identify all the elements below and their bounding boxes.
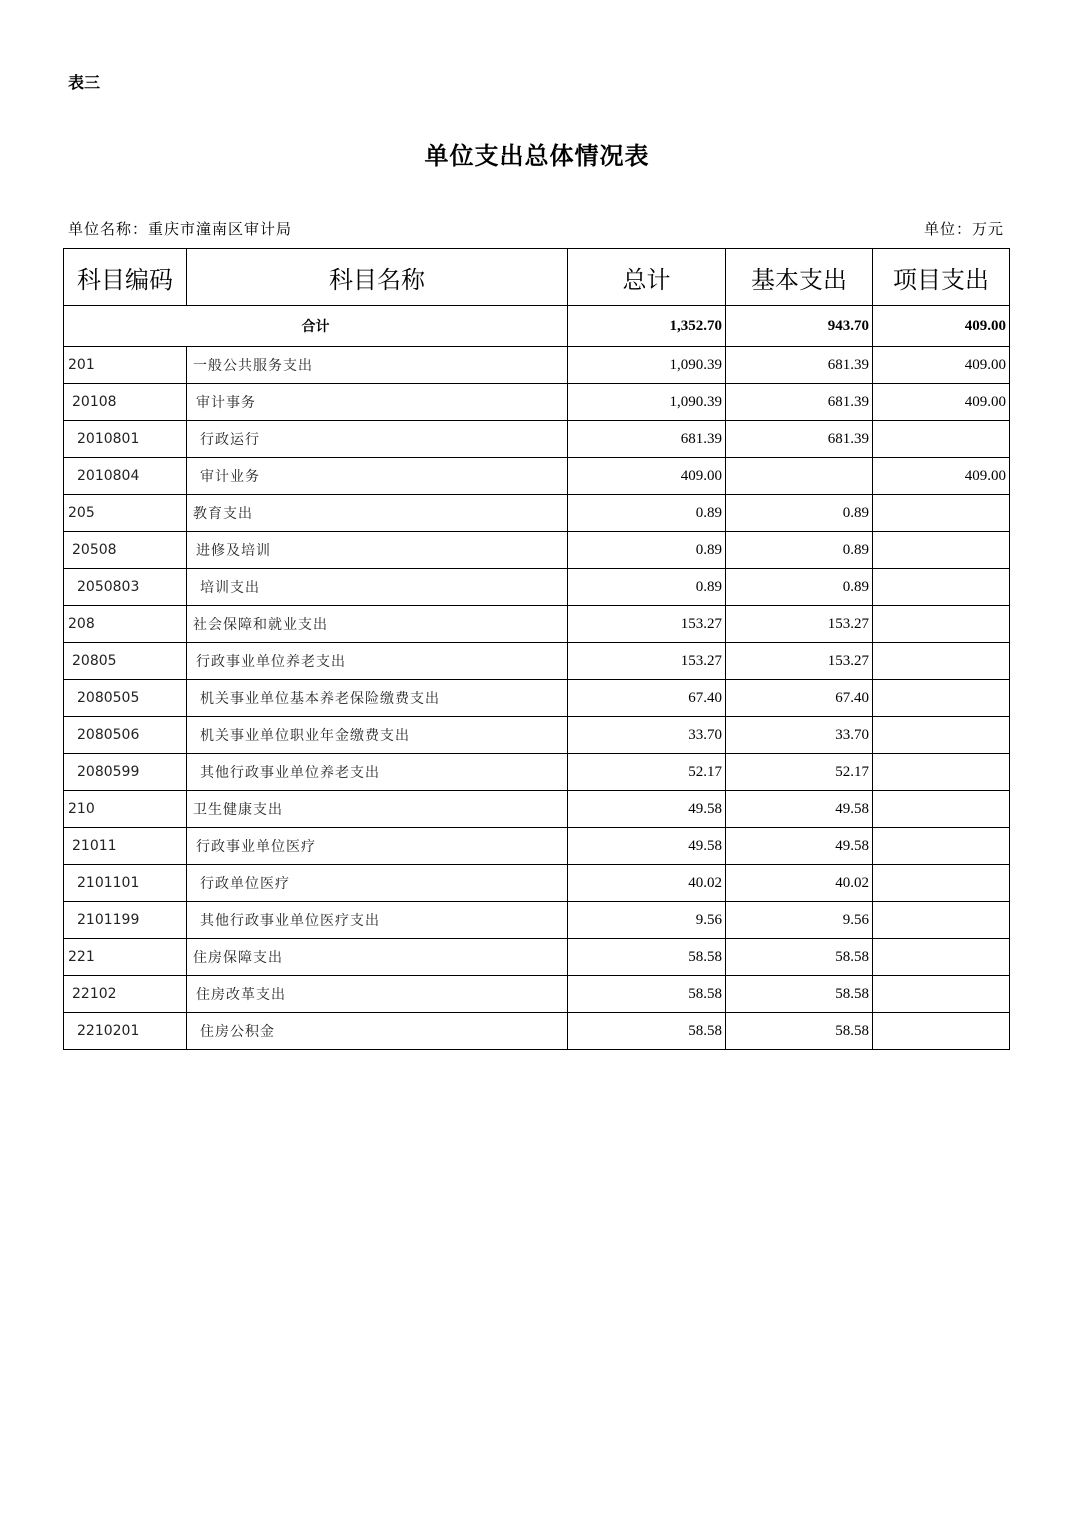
- row-project: 409.00: [873, 384, 1010, 421]
- table-number: 表三: [68, 73, 101, 92]
- row-code: 2101199: [64, 902, 187, 939]
- row-basic: 58.58: [726, 1013, 873, 1050]
- row-basic: 9.56: [726, 902, 873, 939]
- table-row: [64, 569, 1010, 606]
- row-project: [873, 680, 1010, 717]
- row-name: 培训支出: [187, 569, 568, 606]
- row-name: 行政单位医疗: [187, 865, 568, 902]
- row-code: 210: [64, 791, 187, 828]
- row-total: 9.56: [568, 902, 726, 939]
- row-code: 2210201: [64, 1013, 187, 1050]
- row-total: 0.89: [568, 495, 726, 532]
- row-code: 22102: [64, 976, 187, 1013]
- row-name: 进修及培训: [187, 532, 568, 569]
- table-row: [64, 606, 1010, 643]
- row-basic: 681.39: [726, 347, 873, 384]
- row-total: 681.39: [568, 421, 726, 458]
- row-code: 2050803: [64, 569, 187, 606]
- row-name: 机关事业单位基本养老保险缴费支出: [187, 680, 568, 717]
- row-name: 卫生健康支出: [187, 791, 568, 828]
- row-name: 行政运行: [187, 421, 568, 458]
- row-total: 40.02: [568, 865, 726, 902]
- table-row: [64, 458, 1010, 495]
- row-project: 409.00: [873, 347, 1010, 384]
- row-name: 其他行政事业单位养老支出: [187, 754, 568, 791]
- row-total: 153.27: [568, 643, 726, 680]
- row-total: 58.58: [568, 976, 726, 1013]
- row-project: [873, 1013, 1010, 1050]
- row-total: 409.00: [568, 458, 726, 495]
- row-name: 住房保障支出: [187, 939, 568, 976]
- row-total: 0.89: [568, 569, 726, 606]
- total-row: [64, 306, 1010, 347]
- header-name: 科目名称: [187, 249, 568, 306]
- row-name: 一般公共服务支出: [187, 347, 568, 384]
- row-project: [873, 532, 1010, 569]
- row-project: [873, 791, 1010, 828]
- row-basic: 49.58: [726, 791, 873, 828]
- row-name: 住房改革支出: [187, 976, 568, 1013]
- row-project: [873, 754, 1010, 791]
- row-name: 行政事业单位养老支出: [187, 643, 568, 680]
- row-code: 2080506: [64, 717, 187, 754]
- row-project: [873, 495, 1010, 532]
- row-basic: 0.89: [726, 532, 873, 569]
- currency-unit-label: 单位：万元: [923, 220, 1004, 238]
- row-name: 审计业务: [187, 458, 568, 495]
- total-basic: 943.70: [726, 306, 873, 347]
- row-total: 1,090.39: [568, 384, 726, 421]
- row-total: 58.58: [568, 1013, 726, 1050]
- expenditure-table: [63, 248, 1010, 1050]
- table-row: [64, 902, 1010, 939]
- row-total: 67.40: [568, 680, 726, 717]
- row-basic: 153.27: [726, 606, 873, 643]
- row-project: [873, 865, 1010, 902]
- row-project: [873, 643, 1010, 680]
- row-total: 58.58: [568, 939, 726, 976]
- row-code: 2101101: [64, 865, 187, 902]
- row-code: 221: [64, 939, 187, 976]
- table-row: [64, 717, 1010, 754]
- table-row: [64, 384, 1010, 421]
- header-total: 总计: [568, 249, 726, 306]
- table-row: [64, 828, 1010, 865]
- row-project: [873, 421, 1010, 458]
- row-name: 机关事业单位职业年金缴费支出: [187, 717, 568, 754]
- row-code: 205: [64, 495, 187, 532]
- row-name: 其他行政事业单位医疗支出: [187, 902, 568, 939]
- row-basic: 0.89: [726, 569, 873, 606]
- row-total: 49.58: [568, 791, 726, 828]
- row-basic: 681.39: [726, 384, 873, 421]
- table-row: [64, 680, 1010, 717]
- row-code: 201: [64, 347, 187, 384]
- row-name: 住房公积金: [187, 1013, 568, 1050]
- row-name: 教育支出: [187, 495, 568, 532]
- row-total: 1,090.39: [568, 347, 726, 384]
- row-project: [873, 828, 1010, 865]
- row-code: 20805: [64, 643, 187, 680]
- row-basic: 49.58: [726, 828, 873, 865]
- row-total: 0.89: [568, 532, 726, 569]
- table-row: [64, 865, 1010, 902]
- row-project: [873, 717, 1010, 754]
- row-project: 409.00: [873, 458, 1010, 495]
- table-row: [64, 754, 1010, 791]
- table-row: [64, 643, 1010, 680]
- table-row: [64, 532, 1010, 569]
- table-row: [64, 976, 1010, 1013]
- total-label: 合计: [64, 306, 568, 347]
- row-total: 153.27: [568, 606, 726, 643]
- row-basic: 40.02: [726, 865, 873, 902]
- header-project: 项目支出: [873, 249, 1010, 306]
- table-row: [64, 791, 1010, 828]
- unit-name-label: 单位名称：重庆市潼南区审计局: [68, 220, 293, 238]
- header-code: 科目编码: [64, 249, 187, 306]
- row-total: 52.17: [568, 754, 726, 791]
- total-sum: 1,352.70: [568, 306, 726, 347]
- row-basic: 0.89: [726, 495, 873, 532]
- header-basic: 基本支出: [726, 249, 873, 306]
- row-basic: 681.39: [726, 421, 873, 458]
- row-total: 49.58: [568, 828, 726, 865]
- table-row: [64, 347, 1010, 384]
- row-project: [873, 902, 1010, 939]
- row-basic: 33.70: [726, 717, 873, 754]
- row-code: 2010804: [64, 458, 187, 495]
- row-name: 社会保障和就业支出: [187, 606, 568, 643]
- row-name: 行政事业单位医疗: [187, 828, 568, 865]
- row-total: 33.70: [568, 717, 726, 754]
- row-name: 审计事务: [187, 384, 568, 421]
- row-basic: 58.58: [726, 939, 873, 976]
- row-project: [873, 569, 1010, 606]
- row-code: 20108: [64, 384, 187, 421]
- row-basic: 153.27: [726, 643, 873, 680]
- table-row: [64, 939, 1010, 976]
- row-project: [873, 606, 1010, 643]
- row-code: 20508: [64, 532, 187, 569]
- row-code: 2080599: [64, 754, 187, 791]
- row-basic: 52.17: [726, 754, 873, 791]
- row-basic: [726, 458, 873, 495]
- row-project: [873, 939, 1010, 976]
- row-project: [873, 976, 1010, 1013]
- row-basic: 67.40: [726, 680, 873, 717]
- row-code: 208: [64, 606, 187, 643]
- table-row: [64, 421, 1010, 458]
- table-row: [64, 495, 1010, 532]
- header-row: [64, 249, 1010, 306]
- row-basic: 58.58: [726, 976, 873, 1013]
- table-row: [64, 1013, 1010, 1050]
- total-project: 409.00: [873, 306, 1010, 347]
- row-code: 21011: [64, 828, 187, 865]
- row-code: 2010801: [64, 421, 187, 458]
- page-title: 单位支出总体情况表: [424, 141, 650, 170]
- row-code: 2080505: [64, 680, 187, 717]
